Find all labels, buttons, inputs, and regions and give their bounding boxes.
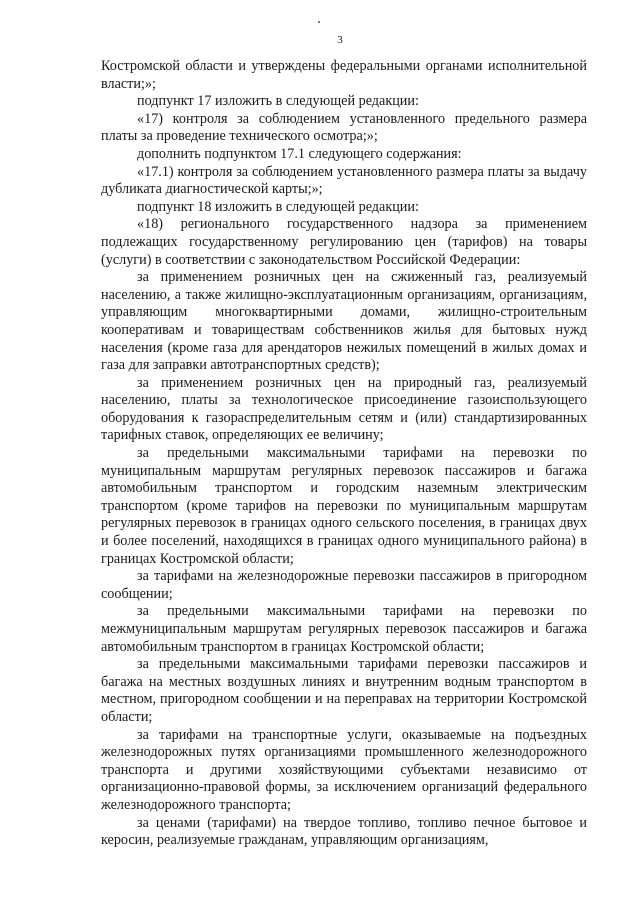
page-number: 3 <box>337 34 343 46</box>
paragraph: подпункт 17 изложить в следующей редакции: <box>137 93 419 110</box>
paragraph: за предельными максимальными тарифами на перевозки по межмуниципальным маршрутам регулярных перевозок пассажиров и багажа автомобильным транспортом в границах Костромской области; <box>101 603 587 655</box>
paragraph: подпункт 18 изложить в следующей редакции: <box>137 198 419 215</box>
document-body <box>101 58 587 850</box>
paragraph: «18) регионального государственного надзора за применением подлежащих государственному регулированию цен (тарифов) на товары (услуги) в соответствии с законодательством Российской Федерации: <box>101 216 587 268</box>
paragraph: за предельными максимальными тарифами перевозки пассажиров и багажа на местных воздушных линиях и внутренним водным транспортом в местном, пригородном сообщении и на переправах на территории Костромской области; <box>101 656 587 725</box>
paragraph: за ценами (тарифами) на твердое топливо, топливо печное бытовое и керосин, реализуемые гражданам, управляющим организациям, <box>101 814 587 849</box>
paragraph: «17) контроля за соблюдением установленного предельного размера платы за проведение технического осмотра;»; <box>101 110 587 145</box>
paragraph: за тарифами на железнодорожные перевозки пассажиров в пригородном сообщении; <box>101 568 587 602</box>
paragraph: Костромской области и утверждены федеральными органами исполнительной власти;»; <box>101 58 587 92</box>
paragraph: «17.1) контроля за соблюдением установленного размера платы за выдачу дубликата диагностической карты;»; <box>101 163 587 198</box>
paragraph: за применением розничных цен на природный газ, реализуемый населению, платы за технологическое присоединение газоиспользующего оборудования к газораспределительным сетям и (или) стандартизированных тарифных ставок, определяющих ее величину; <box>101 374 587 444</box>
paragraph: дополнить подпунктом 17.1 следующего содержания: <box>137 145 462 162</box>
paragraph: за применением розничных цен на сжиженный газ, реализуемый населению, а также жилищно-эксплуатационным организациям, организациям, управляющим многоквартирными домами, жилищно-строительным кооперативам и товариществам собственников жилья для бытовых нужд населения (кроме газа для арендаторов нежилых помещений в жилых домах и газа для заправки автотранспортных средств); <box>101 269 587 374</box>
scan-dot <box>318 21 320 23</box>
paragraph: за тарифами на транспортные услуги, оказываемые на подъездных железнодорожных путях организациями промышленного железнодорожного транспорта и другими хозяйствующими субъектами независимо от организационно-правовой формы, за исключением организаций федерального железнодорожного транспорта; <box>101 726 587 813</box>
paragraph: за предельными максимальными тарифами на перевозки по муниципальным маршрутам регулярных перевозок пассажиров и багажа автомобильным транспортом и городским наземным электрическим транспортом (кроме тарифов на перевозки по муниципальным маршрутам регулярных перевозок в границах одного сельского поселения, в границах двух и более поселений, находящихся в границах одного муниципального района) в границах Костромской области; <box>101 445 587 567</box>
